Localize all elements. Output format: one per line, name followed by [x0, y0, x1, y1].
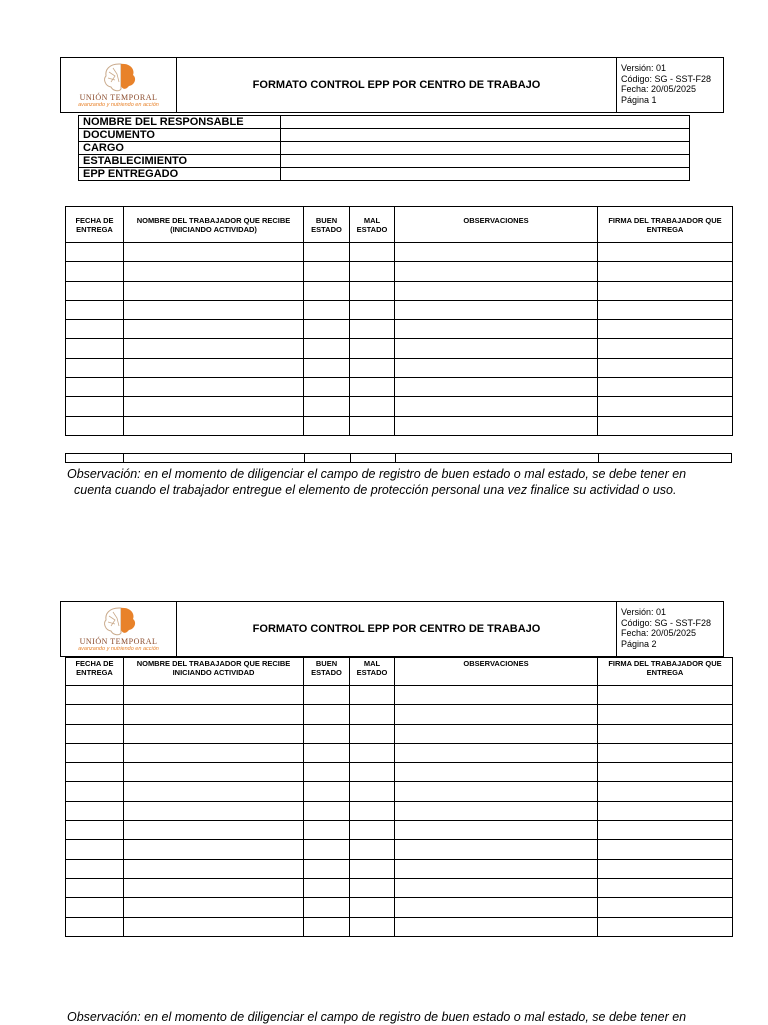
logo-tagline: avanzando y nutriendo en acción [78, 102, 159, 108]
table-cell[interactable] [395, 705, 598, 724]
table-cell[interactable] [66, 859, 124, 878]
table-cell[interactable] [124, 320, 304, 339]
table-cell[interactable] [124, 859, 304, 878]
company-logo [61, 58, 177, 112]
field-nombre-responsable[interactable] [281, 116, 690, 129]
table-cell[interactable] [66, 358, 124, 377]
table-row [66, 686, 733, 705]
table-cell[interactable] [304, 763, 350, 782]
table-cell[interactable] [124, 281, 304, 300]
table-cell[interactable] [350, 416, 395, 435]
delivery-table-page2 [65, 657, 733, 937]
table-row [66, 859, 733, 878]
table-cell[interactable] [350, 724, 395, 743]
table-cell[interactable] [350, 763, 395, 782]
table-cell[interactable] [66, 898, 124, 917]
table-cell[interactable] [304, 416, 350, 435]
table-cell[interactable] [350, 243, 395, 262]
table-cell[interactable] [124, 416, 304, 435]
table-cell[interactable] [395, 859, 598, 878]
field-epp-entregado[interactable] [281, 168, 690, 181]
table-cell[interactable] [395, 917, 598, 936]
table-cell[interactable] [350, 378, 395, 397]
table-cell[interactable] [305, 454, 351, 462]
table-cell[interactable] [124, 724, 304, 743]
logo-name: UNIÓN TEMPORAL [79, 93, 158, 102]
table-cell[interactable] [598, 281, 733, 300]
table-cell[interactable] [304, 358, 350, 377]
table-cell[interactable] [124, 686, 304, 705]
page2-header [60, 601, 724, 657]
table-cell[interactable] [66, 763, 124, 782]
table-cell[interactable] [124, 821, 304, 840]
document-title: FORMATO CONTROL EPP POR CENTRO DE TRABAJO [177, 602, 617, 656]
table-cell[interactable] [304, 878, 350, 897]
header-mal-estado: MAL ESTADO [350, 658, 395, 686]
table-cell[interactable] [66, 782, 124, 801]
table-cell[interactable] [304, 821, 350, 840]
table-cell[interactable] [598, 782, 733, 801]
table-row [66, 262, 733, 281]
header-fecha-entrega: FECHA DE ENTREGA [66, 658, 124, 686]
table-cell[interactable] [304, 686, 350, 705]
table-cell[interactable] [350, 782, 395, 801]
table-cell[interactable] [304, 859, 350, 878]
table-cell[interactable] [395, 724, 598, 743]
header-buen-estado: BUEN ESTADO [304, 207, 350, 243]
logo-name: UNIÓN TEMPORAL [79, 637, 158, 646]
table-cell[interactable] [350, 801, 395, 820]
table-cell[interactable] [598, 397, 733, 416]
table-cell[interactable] [598, 243, 733, 262]
table-cell[interactable] [124, 878, 304, 897]
table-cell[interactable] [66, 801, 124, 820]
table-cell[interactable] [350, 358, 395, 377]
table-cell[interactable] [395, 878, 598, 897]
code-text: Código: SG - SST-F28 [621, 73, 712, 84]
table-row [66, 300, 733, 319]
page-number: Página 2 [621, 638, 657, 649]
table-cell[interactable] [66, 821, 124, 840]
version-text: Versión: 01 [621, 63, 667, 73]
table-cell[interactable] [395, 262, 598, 281]
delivery-table-page1 [65, 206, 733, 436]
table-cell[interactable] [350, 397, 395, 416]
company-logo [61, 602, 177, 656]
table-cell[interactable] [66, 300, 124, 319]
table-cell[interactable] [66, 724, 124, 743]
table-cell[interactable] [304, 378, 350, 397]
note-line-2: cuenta cuando el trabajador entregue el elemento de protección personal una vez finalice su actividad o uso. [74, 483, 677, 497]
table-cell[interactable] [598, 743, 733, 762]
table-cell[interactable] [304, 743, 350, 762]
table-cell[interactable] [124, 339, 304, 358]
table-cell[interactable] [350, 840, 395, 859]
header-firma-trabajador: FIRMA DEL TRABAJADOR QUE ENTREGA [598, 207, 733, 243]
table-cell[interactable] [304, 917, 350, 936]
table-cell[interactable] [350, 686, 395, 705]
code-text: Código: SG - SST-F28 [621, 617, 712, 628]
document-meta [617, 602, 723, 656]
table-row [66, 416, 733, 435]
table-cell[interactable] [598, 686, 733, 705]
version-text: Versión: 01 [621, 607, 667, 617]
table-cell[interactable] [350, 705, 395, 724]
table-row [65, 453, 732, 463]
table-cell[interactable] [304, 782, 350, 801]
table-cell[interactable] [66, 339, 124, 358]
table-cell[interactable] [66, 705, 124, 724]
label-establecimiento: ESTABLECIMIENTO [79, 155, 281, 168]
table-cell[interactable] [124, 358, 304, 377]
header-nombre-trabajador: NOMBRE DEL TRABAJADOR QUE RECIBE INICIANDO ACTIVIDAD [124, 658, 304, 686]
table-cell[interactable] [598, 859, 733, 878]
table-cell[interactable] [350, 878, 395, 897]
table-cell[interactable] [124, 801, 304, 820]
table-cell[interactable] [598, 878, 733, 897]
table-cell[interactable] [304, 705, 350, 724]
table-row [66, 917, 733, 936]
note-line-1: Observación: en el momento de diligenciar el campo de registro de buen estado o mal estado, se debe tener en [67, 1010, 687, 1024]
table-cell[interactable] [598, 300, 733, 319]
table-cell[interactable] [598, 416, 733, 435]
header-buen-estado: BUEN ESTADO [304, 658, 350, 686]
table-cell[interactable] [350, 281, 395, 300]
table-cell[interactable] [124, 763, 304, 782]
table-cell[interactable] [304, 724, 350, 743]
table-row [66, 743, 733, 762]
table-cell[interactable] [395, 782, 598, 801]
table-row [66, 898, 733, 917]
table-cell[interactable] [395, 281, 598, 300]
table-cell[interactable] [124, 917, 304, 936]
date-text: Fecha: 20/05/2025 [621, 84, 697, 94]
header-firma-trabajador: FIRMA DEL TRABAJADOR QUE ENTREGA [598, 658, 733, 686]
table-cell[interactable] [66, 917, 124, 936]
table-cell[interactable] [124, 898, 304, 917]
table-cell[interactable] [124, 300, 304, 319]
table-cell[interactable] [350, 898, 395, 917]
logo-tagline: avanzando y nutriendo en acción [78, 646, 159, 652]
table-cell[interactable] [304, 840, 350, 859]
table-row [66, 705, 733, 724]
table-cell[interactable] [350, 743, 395, 762]
table-cell[interactable] [395, 763, 598, 782]
label-epp-entregado: EPP ENTREGADO [79, 168, 281, 181]
table-row [66, 320, 733, 339]
header-fecha-entrega: FECHA DE ENTREGA [66, 207, 124, 243]
date-text: Fecha: 20/05/2025 [621, 628, 697, 638]
table-cell[interactable] [395, 243, 598, 262]
table-cell[interactable] [598, 840, 733, 859]
table-cell[interactable] [124, 397, 304, 416]
table-row [66, 821, 733, 840]
table-cell[interactable] [395, 378, 598, 397]
table-cell[interactable] [304, 339, 350, 358]
table-cell[interactable] [304, 397, 350, 416]
table-cell[interactable] [304, 281, 350, 300]
table-cell[interactable] [304, 320, 350, 339]
table-cell[interactable] [395, 339, 598, 358]
table-row [66, 724, 733, 743]
field-establecimiento[interactable] [281, 155, 690, 168]
table-cell[interactable] [350, 917, 395, 936]
table-cell[interactable] [598, 724, 733, 743]
table-row [66, 378, 733, 397]
table-cell[interactable] [124, 262, 304, 281]
observation-note-page2 [67, 1009, 717, 1025]
table-cell[interactable] [66, 686, 124, 705]
table-cell[interactable] [598, 358, 733, 377]
table-cell[interactable] [598, 705, 733, 724]
brain-logo-icon [89, 606, 149, 638]
table-row [66, 840, 733, 859]
table-cell[interactable] [124, 454, 305, 462]
table-cell[interactable] [396, 454, 599, 462]
field-documento[interactable] [281, 129, 690, 142]
table-cell[interactable] [598, 801, 733, 820]
table-cell[interactable] [350, 821, 395, 840]
table-cell[interactable] [124, 840, 304, 859]
table-cell[interactable] [598, 262, 733, 281]
table-cell[interactable] [66, 743, 124, 762]
document-title: FORMATO CONTROL EPP POR CENTRO DE TRABAJO [177, 58, 617, 112]
observation-note-page1 [67, 466, 717, 498]
table-row [66, 397, 733, 416]
label-nombre-responsable: NOMBRE DEL RESPONSABLE [79, 116, 281, 129]
brain-logo-icon [89, 62, 149, 94]
label-cargo: CARGO [79, 142, 281, 155]
table-cell[interactable] [350, 300, 395, 319]
table-cell[interactable] [350, 339, 395, 358]
table-cell[interactable] [124, 243, 304, 262]
table-cell[interactable] [395, 821, 598, 840]
table-cell[interactable] [395, 686, 598, 705]
table-cell[interactable] [66, 378, 124, 397]
table-row [66, 763, 733, 782]
table-row [66, 801, 733, 820]
table-cell[interactable] [66, 262, 124, 281]
table-cell[interactable] [66, 397, 124, 416]
table-cell[interactable] [395, 801, 598, 820]
note-line-1: Observación: en el momento de diligenciar el campo de registro de buen estado o mal estado, se debe tener en [67, 467, 687, 481]
table-cell[interactable] [395, 320, 598, 339]
table-row [66, 878, 733, 897]
header-observaciones: OBSERVACIONES [395, 658, 598, 686]
document-meta [617, 58, 723, 112]
table-cell[interactable] [395, 840, 598, 859]
table-cell[interactable] [350, 320, 395, 339]
table-row [66, 782, 733, 801]
table-cell[interactable] [304, 300, 350, 319]
table-cell[interactable] [304, 243, 350, 262]
table-cell[interactable] [395, 416, 598, 435]
table-cell[interactable] [598, 378, 733, 397]
table-cell[interactable] [304, 262, 350, 281]
table-cell[interactable] [350, 262, 395, 281]
table-cell[interactable] [124, 782, 304, 801]
field-cargo[interactable] [281, 142, 690, 155]
label-documento: DOCUMENTO [79, 129, 281, 142]
page-number: Página 1 [621, 94, 657, 105]
responsible-table [78, 115, 690, 181]
table-cell[interactable] [351, 454, 396, 462]
table-cell[interactable] [598, 763, 733, 782]
table-cell[interactable] [124, 378, 304, 397]
table-cell[interactable] [350, 859, 395, 878]
table-cell[interactable] [395, 898, 598, 917]
table-row [66, 358, 733, 377]
table-cell[interactable] [66, 416, 124, 435]
page1-header [60, 57, 724, 113]
table-cell[interactable] [124, 705, 304, 724]
table-cell[interactable] [66, 840, 124, 859]
table-row [66, 243, 733, 262]
table-cell[interactable] [66, 281, 124, 300]
table-cell[interactable] [395, 743, 598, 762]
table-cell[interactable] [598, 320, 733, 339]
table-cell[interactable] [304, 801, 350, 820]
header-nombre-trabajador: NOMBRE DEL TRABAJADOR QUE RECIBE (INICIANDO ACTIVIDAD) [124, 207, 304, 243]
table-row [66, 281, 733, 300]
table-cell[interactable] [598, 821, 733, 840]
table-cell[interactable] [304, 898, 350, 917]
table-cell[interactable] [66, 243, 124, 262]
table-cell[interactable] [66, 878, 124, 897]
header-observaciones: OBSERVACIONES [395, 207, 598, 243]
table-cell[interactable] [395, 300, 598, 319]
table-cell[interactable] [395, 397, 598, 416]
table-cell[interactable] [598, 339, 733, 358]
table-row [66, 339, 733, 358]
table-cell[interactable] [66, 454, 124, 462]
table-cell[interactable] [598, 898, 733, 917]
table-cell[interactable] [598, 917, 733, 936]
header-mal-estado: MAL ESTADO [350, 207, 395, 243]
table-cell[interactable] [395, 358, 598, 377]
table-cell[interactable] [124, 743, 304, 762]
table-cell[interactable] [66, 320, 124, 339]
